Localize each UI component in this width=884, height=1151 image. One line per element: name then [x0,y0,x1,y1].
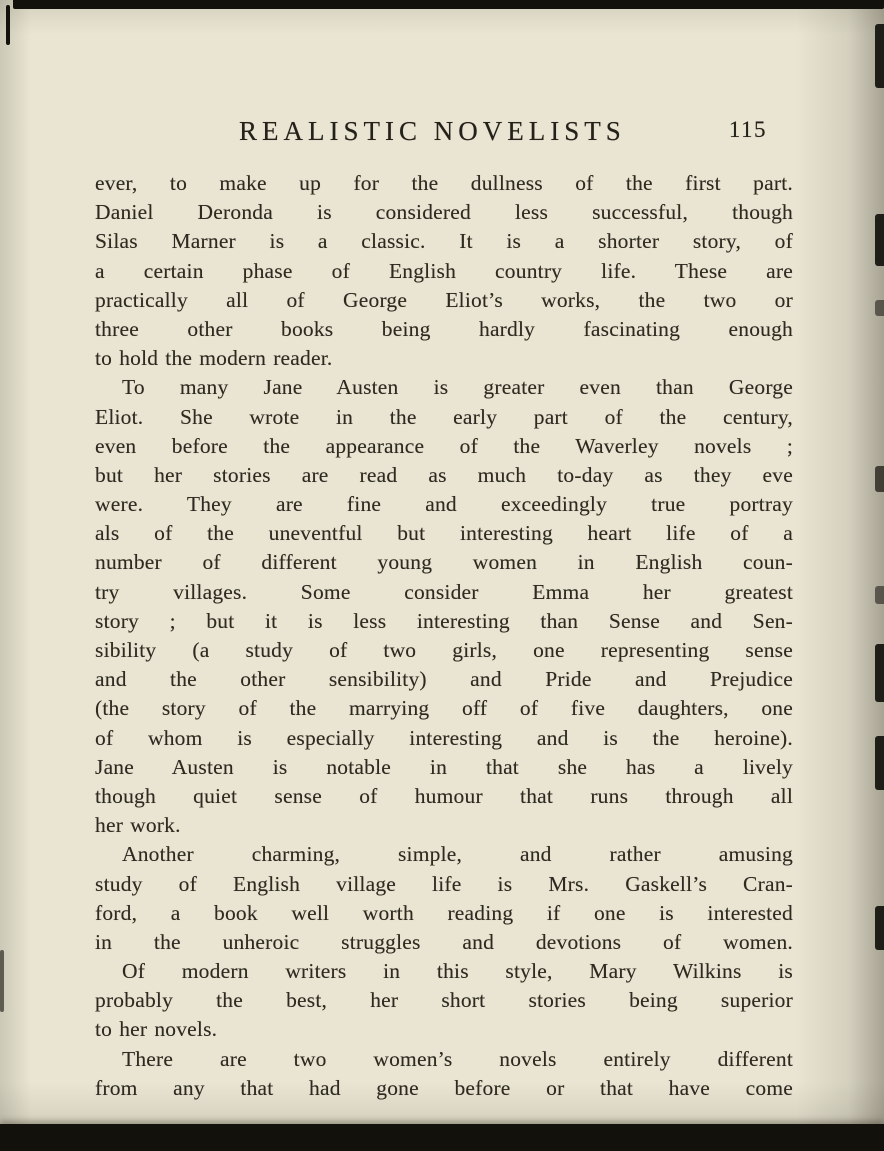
scan-artifact [875,24,884,88]
scan-artifact [875,736,884,790]
text-line: but her stories are read as much to-day as they eve [95,462,793,487]
scan-artifact [875,214,884,266]
text-line: a certain phase of English country life. These are [95,258,793,283]
text-line: though quiet sense of humour that runs through all [95,783,793,808]
text-line: of whom is especially interesting and is the heroine). [95,725,793,750]
text-line: Of modern writers in this style, Mary Wilkins is [122,959,793,984]
text-line: Silas Marner is a classic. It is a shorter story, of [95,229,793,254]
text-line: to her novels. [95,1017,218,1042]
text-line: study of English village life is Mrs. Gaskell’s Cran- [95,871,793,896]
text-line: sibility (a study of two girls, one representing sense [95,638,793,662]
text-line: ford, a book well worth reading if one is interested [95,900,793,925]
scan-edge-top [13,0,884,9]
text-line: Daniel Deronda is considered less successful, though [95,200,793,225]
text-line: Another charming, simple, and rather amusing [122,842,793,867]
text-line: practically all of George Eliot’s works, the two or [95,287,793,312]
text-line: There are two women’s novels entirely different [122,1046,793,1071]
text-line: To many Jane Austen is greater even than George [122,375,793,400]
scan-artifact [875,300,884,316]
text-line: story ; but it is less interesting than Sense and Sen- [95,608,793,633]
text-line: number of different young women in English coun- [95,550,793,575]
page-header [95,116,793,154]
text-line: ever, to make up for the dullness of the first part. [95,171,793,195]
text-line: even before the appearance of the Waverley novels ; [95,433,793,458]
text-line: were. They are fine and exceedingly true portray [95,492,793,517]
scan-artifact [875,586,884,604]
text-line: from any that had gone before or that have come [95,1075,793,1100]
text-line: Eliot. She wrote in the early part of the century, [95,404,793,429]
text-line: als of the uneventful but interesting heart life of a [95,521,793,546]
page-number: 115 [728,117,767,142]
scan-edge-bottom [0,1124,884,1151]
scan-artifact [6,5,10,45]
text-line: her work. [95,813,181,838]
text-line: to hold the modern reader. [95,346,333,371]
text-line: (the story of the marrying off of five daughters, one [95,696,793,721]
text-line: Jane Austen is notable in that she has a lively [95,754,793,779]
text-line: probably the best, her short stories being superior [95,988,793,1013]
scan-artifact [0,950,4,1012]
page-text [95,169,793,1103]
text-line: in the unheroic struggles and devotions of women. [95,929,793,954]
chapter-title: REALISTIC NOVELISTS [239,116,626,146]
scan-artifact [875,644,884,702]
text-line: three other books being hardly fascinating enough [95,316,793,341]
text-line: and the other sensibility) and Pride and Prejudice [95,667,793,692]
scan-artifact [875,466,884,492]
text-line: try villages. Some consider Emma her greatest [95,579,793,604]
scan-artifact [875,906,884,950]
